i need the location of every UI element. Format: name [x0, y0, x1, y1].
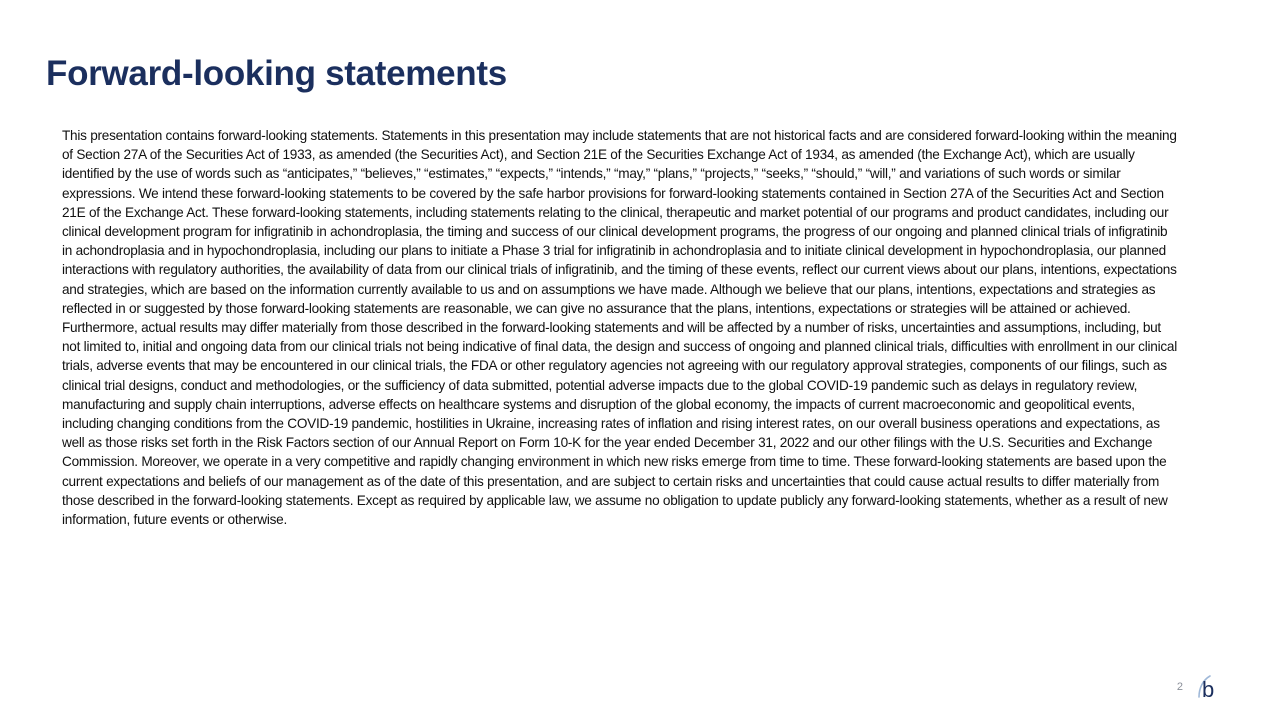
logo-letter: b: [1202, 677, 1215, 702]
disclaimer-paragraph: This presentation contains forward-looking statements. Statements in this presentation may include statements that are not historical facts and are considered forward-looking within the meaning of Section 27A of the Securities Act of 1933, as amended (the Securities Act), and Section 21E of the Securities Exchange Act of 1934, as amended (the Exchange Act), which are usually identified by the use of words such as “anticipates,” “believes,” “estimates,” “expects,” “intends,” “may,” “plans,” “projects,” “seeks,” “should,” “will,” and variations of such words or similar expressions. We intend these forward-looking statements to be covered by the safe harbor provisions for forward-looking statements contained in Section 27A of the Securities Act and Section 21E of the Exchange Act. These forward-looking statements, including statements relating to the clinical, therapeutic and market potential of our programs and product candidates, including our clinical development program for infigratinib in achondroplasia, the timing and success of our clinical development programs, the progress of our ongoing and planned clinical trials of infigratinib in achondroplasia and in hypochondroplasia, including our plans to initiate a Phase 3 trial for infigratinib in achondroplasia and to initiate clinical development in hypochondroplasia, our planned interactions with regulatory authorities, the availability of data from our clinical trials of infigratinib, and the timing of these events, reflect our current views about our plans, intentions, expectations and strategies, which are based on the information currently available to us and on assumptions we have made. Although we believe that our plans, intentions, expectations and strategies as reflected in or suggested by those forward-looking statements are reasonable, we can give no assurance that the plans, intentions, expectations or strategies will be attained or achieved. Furthermore, actual results may differ materially from those described in the forward-looking statements and will be affected by a number of risks, uncertainties and assumptions, including, but not limited to, initial and ongoing data from our clinical trials not being indicative of final data, the design and success of ongoing and planned clinical trials, difficulties with enrollment in our clinical trials, adverse events that may be encountered in our clinical trials, the FDA or other regulatory agencies not agreeing with our regulatory approval strategies, components of our filings, such as clinical trial designs, conduct and methodologies, or the sufficiency of data submitted, potential adverse impacts due to the global COVID-19 pandemic such as delays in regulatory review, manufacturing and supply chain interruptions, adverse effects on healthcare systems and disruption of the global economy, the impacts of current macroeconomic and geopolitical events, including changing conditions from the COVID-19 pandemic, hostilities in Ukraine, increasing rates of inflation and rising interest rates, on our overall business operations and expectations, as well as those risks set forth in the Risk Factors section of our Annual Report on Form 10-K for the year ended December 31, 2022 and our other filings with the U.S. Securities and Exchange Commission. Moreover, we operate in a very competitive and rapidly changing environment in which new risks emerge from time to time. These forward-looking statements are based upon the current expectations and beliefs of our management as of the date of this presentation, and are subject to certain risks and uncertainties that could cause actual results to differ materially from those described in the forward-looking statements. Except as required by applicable law, we assume no obligation to update publicly any forward-looking statements, whether as a result of new information, future events or otherwise.: [62, 128, 1177, 528]
page-title: Forward-looking statements: [46, 54, 507, 93]
company-logo-icon: [1190, 672, 1220, 702]
page-number: 2: [1176, 681, 1183, 693]
